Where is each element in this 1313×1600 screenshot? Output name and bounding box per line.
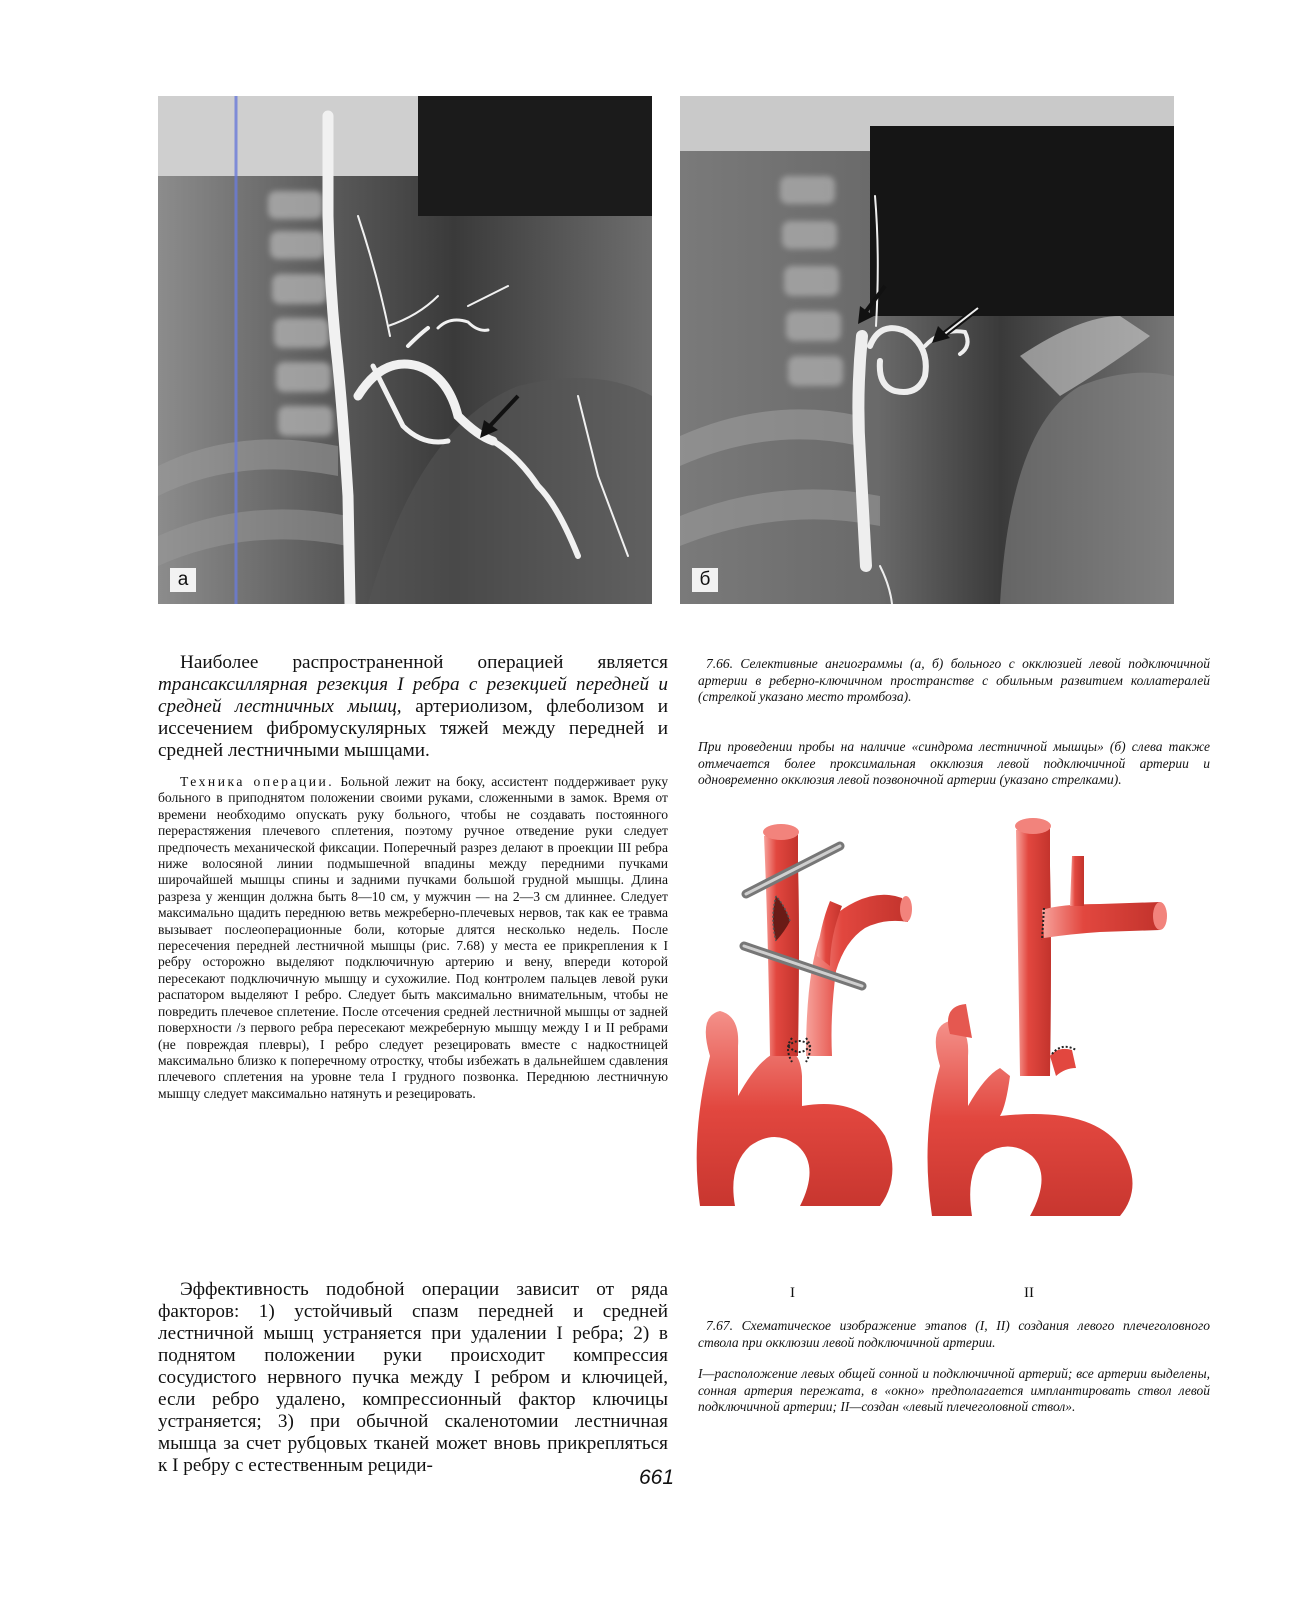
- artery-schematic: [680, 806, 1180, 1226]
- angiogram-panel-b: [680, 96, 1174, 604]
- technique-paragraph: [158, 774, 668, 1102]
- intro-paragraph: Наиболее распространенной операцией является трансаксиллярная резекция I ребра с резекцией передней и средней лестничных мышц, артериолизом, флеболизом и иссечением фибромускулярных тяжей между передней и средней лестничными мышцами.: [158, 652, 668, 761]
- effectiveness-paragraph: Эффективность подобной операции зависит от ряда факторов: 1) устойчивый спазм передней и средней лестничной мышц устраняется при удалении I ребра; 2) в поднятом положении руки происходит компрессия сосудистого нервного пучка между I ребром и ключицей, если ребро удалено, компрессионный фактор ключицы устраняется; 3) при обычной скаленотомии лестничная мышца за счет рубцовых тканей может вновь прикрепляться к I ребру с естественным рециди-: [158, 1279, 668, 1476]
- panel-b-label: б: [692, 568, 718, 592]
- stage-1-label: I: [790, 1285, 795, 1301]
- technique-text: Больной лежит на боку, ассистент поддерживает руку больного в приподнятом положении своими руками, сложенными в замок. Время от времени необходимо опускать руку больного, чтобы не создавать постоянного перерастяжения плечевого сплетения, поэтому ручное отведение руки следует предпочесть механической фиксации. Поперечный разрез делают в проекции III ребра ниже волосяной линии подмышечной впадины между передними пучками широчайшей мышцы спины и задними пучками большой грудной мышцы. Длина разреза у женщин должна быть 8—10 см, у мужчин — на 2—3 см длиннее. Следует максимально щадить переднюю ветвь межреберно-плечевых нервов, так как ее травма вызывает послеоперационные боли, которые длятся несколько недель. После пересечения передней лестничной мышцы (рис. 7.68) у места ее прикрепления к I ребру осторожно выделяют подключичную артерию и вену, впереди которой пересекают подключичную мышцу и сухожилие. Под контролем пальцев левой руки распатором выделяют I ребро. Следует быть максимально внимательным, чтобы не повредить плечевое сплетение. После отсечения средней лестничной мышцы от задней поверхности /з первого ребра пересекают межреберную мышцу между I и II ребрами (не повреждая плевры), I ребро следует резецировать вместе с надкостницей максимально близко к поперечному отростку, чтобы избежать в дальнейшем сдавления плечевого сплетения на уровне тела I грудного позвонка. Переднюю лестничную мышцу следует максимально натянуть и резецировать.: [158, 774, 668, 1101]
- figure-766-caption: 7.66. Селективные ангиограммы (а, б) больного с окклюзией левой подключичной артерии в реберно-ключичном пространстве с обильным развитием коллатералей (стрелкой указано место тромбоза).: [698, 656, 1210, 705]
- panel-a-label: а: [170, 568, 196, 592]
- clamp-icon: [744, 946, 862, 986]
- stage-2-label: II: [1024, 1285, 1034, 1301]
- angiogram-panel-a: [158, 96, 652, 604]
- figure-766-note: При проведении пробы на наличие «синдрома лестничной мышцы» (б) слева также отмечается более проксимальная окклюзия левой подключичной артерии и одновременно окклюзия левой позвоночной артерии (указано стрелками).: [698, 739, 1210, 788]
- figure-767-caption: 7.67. Схематическое изображение этапов (I, II) создания левого плечеголовного ствола при окклюзии левой подключичной артерии.: [698, 1318, 1210, 1350]
- page-number: 661: [638, 1466, 675, 1489]
- stage-2-diagram: [928, 818, 1168, 1216]
- technique-heading: Техника операции.: [180, 774, 335, 789]
- stage-1-diagram: [697, 824, 912, 1206]
- figure-767-note: I—расположение левых общей сонной и подключичной артерий; все артерии выделены, сонная артерия пережата, в «окно» предполагается имплантировать ствол левой подключичной артерии; II—создан «левый плечеголовной ствол».: [698, 1366, 1210, 1415]
